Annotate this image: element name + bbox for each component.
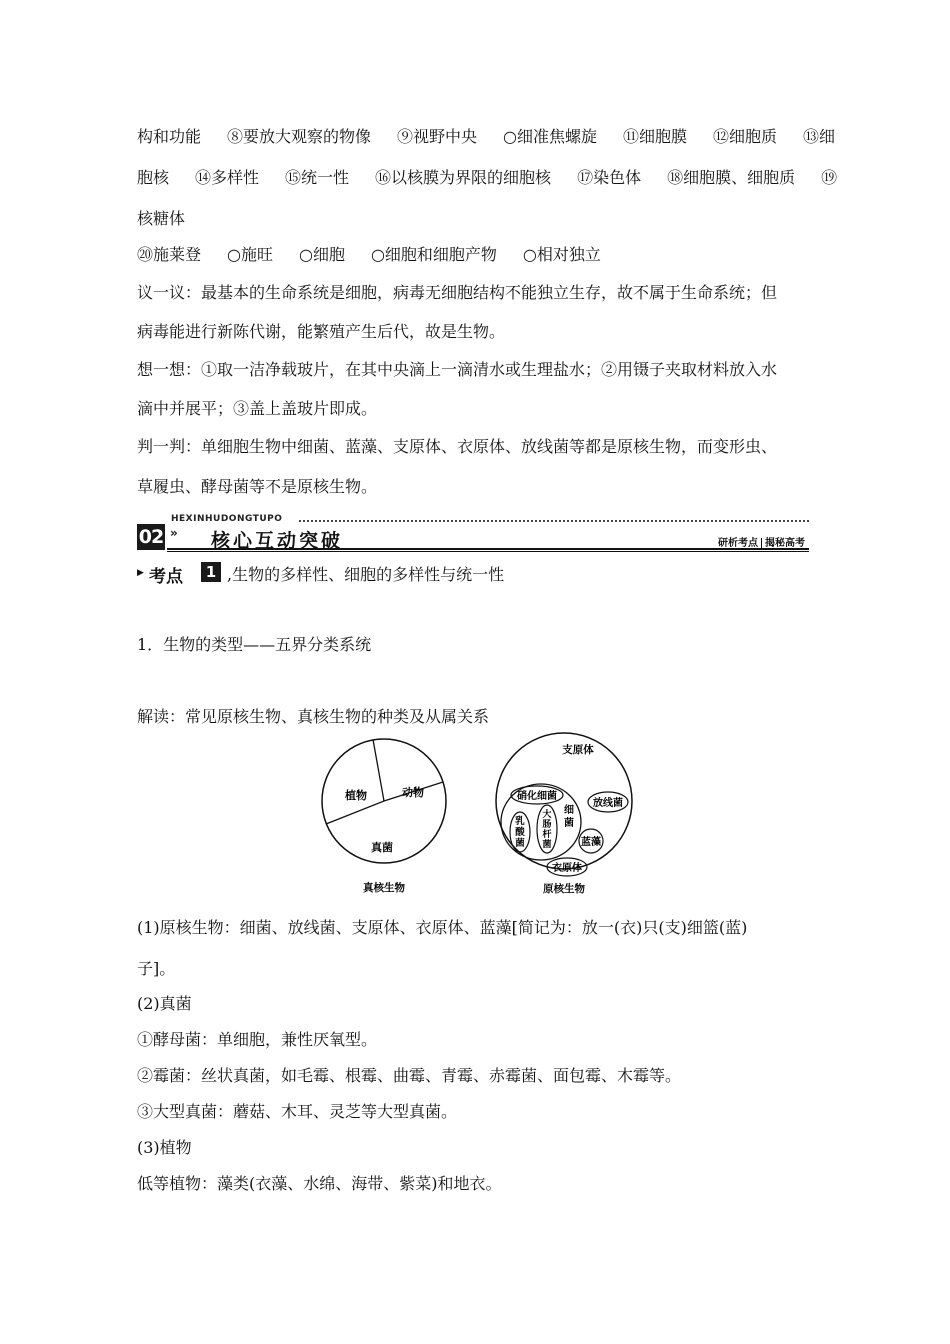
answers-line-2: 胞核 ⑭多样性 ⑮统一性 ⑯以核膜为界限的细胞核 ⑰染色体 ⑱细胞膜、细胞质 ⑲ (137, 168, 838, 187)
answers-line-3: 核糖体 (137, 209, 186, 228)
p2-heading: (2)真菌 (137, 994, 192, 1013)
divider (761, 538, 762, 548)
pie-divider-3 (326, 801, 384, 824)
pie-divider-1 (373, 740, 384, 802)
eukaryote-circle (322, 739, 446, 894)
kaodian-number: 1 (201, 562, 221, 582)
nitrifying-label: 硝化细菌 (517, 791, 557, 802)
prokaryote-caption: 原核生物 (543, 883, 585, 895)
mycoplasma-label: 支原体 (562, 744, 594, 756)
p1-line-2: 子]。 (137, 959, 176, 978)
kaodian-title: ,生物的多样性、细胞的多样性与统一性 (227, 565, 505, 584)
bacteria-label-a: 细 (564, 805, 574, 816)
actinomycete-label: 放线菌 (593, 798, 623, 809)
lactic-char-1: 乳 (515, 816, 525, 827)
banner-tagline: 研析考点 揭秘高考 (718, 538, 805, 549)
plant-label: 植物 (345, 789, 367, 802)
bacteria-label-b: 菌 (564, 818, 574, 829)
p2a-line: ①酵母菌：单细胞，兼性厌氧型。 (137, 1030, 378, 1049)
ecoli-char-1: 大 (542, 810, 552, 820)
discuss-line-1: 议一议：最基本的生命系统是细胞，病毒无细胞结构不能独立生存，故不属于生命系统；但 (137, 283, 778, 302)
think-line-2: 滴中并展平；③盖上盖玻片即成。 (137, 399, 378, 418)
banner-rule-thin (167, 551, 809, 552)
banner-dotted-rule (299, 520, 809, 522)
answers-line-1: 构和功能 ⑧要放大观察的物像 ⑨视野中央 ○细准焦螺旋 ⑪细胞膜 ⑫细胞质 ⑬细 (137, 127, 836, 146)
ecoli-char-4: 菌 (542, 840, 552, 850)
chlamydia-label: 衣原体 (552, 863, 582, 874)
discuss-line-2: 病毒能进行新陈代谢，能繁殖产生后代，故是生物。 (137, 322, 506, 341)
double-chevron-icon: » (170, 526, 178, 540)
animal-label: 动物 (402, 786, 424, 799)
answers-line-4: ⑳施莱登 ○施旺 ○细胞 ○细胞和细胞产物 ○相对独立 (137, 245, 601, 264)
p2c-line: ③大型真菌：蘑菇、木耳、灵芝等大型真菌。 (137, 1102, 458, 1121)
fungi-label: 真菌 (371, 841, 393, 854)
section-banner (137, 514, 809, 552)
judge-line-2: 草履虫、酵母菌等不是原核生物。 (137, 477, 378, 496)
banner-title: 核心互动突破 (211, 530, 344, 552)
cyanobacteria-label: 蓝藻 (581, 837, 601, 848)
judge-line-1: 判一判：单细胞生物中细菌、蓝藻、支原体、衣原体、放线菌等都是原核生物，而变形虫、 (137, 437, 778, 456)
classification-diagram (318, 714, 638, 900)
p3-heading: (3)植物 (137, 1138, 192, 1157)
interpret-line: 解读：常见原核生物、真核生物的种类及从属关系 (137, 707, 490, 726)
p3a-line: 低等植物：藻类(衣藻、水绵、海带、紫菜)和地衣。 (137, 1174, 502, 1193)
banner-number: 02 (138, 526, 164, 548)
kaodian-header (137, 560, 817, 588)
triangle-icon: ▶ (137, 568, 144, 578)
ecoli-char-3: 杆 (542, 830, 552, 840)
p1-line-1: (1)原核生物：细菌、放线菌、支原体、衣原体、蓝藻[简记为：放一(衣)只(支)细篮(蓝) (137, 918, 748, 937)
lactic-char-2: 酸 (515, 827, 525, 838)
eukaryote-caption: 真核生物 (363, 882, 405, 894)
banner-rule (167, 548, 809, 550)
banner-pinyin: HEXINHUDONGTUPO (171, 514, 283, 524)
think-line-1: 想一想：①取一洁净载玻片，在其中央滴上一滴清水或生理盐水；②用镊子夹取材料放入水 (137, 360, 778, 379)
ecoli-char-2: 肠 (542, 820, 552, 830)
prokaryote-circle (496, 733, 632, 895)
p2b-line: ②霉菌：丝状真菌，如毛霉、根霉、曲霉、青霉、赤霉菌、面包霉、木霉等。 (137, 1066, 682, 1085)
lactic-char-3: 菌 (515, 838, 525, 849)
section-1-title: 1．生物的类型——五界分类系统 (137, 635, 372, 654)
kaodian-label: 考点 (149, 567, 183, 587)
